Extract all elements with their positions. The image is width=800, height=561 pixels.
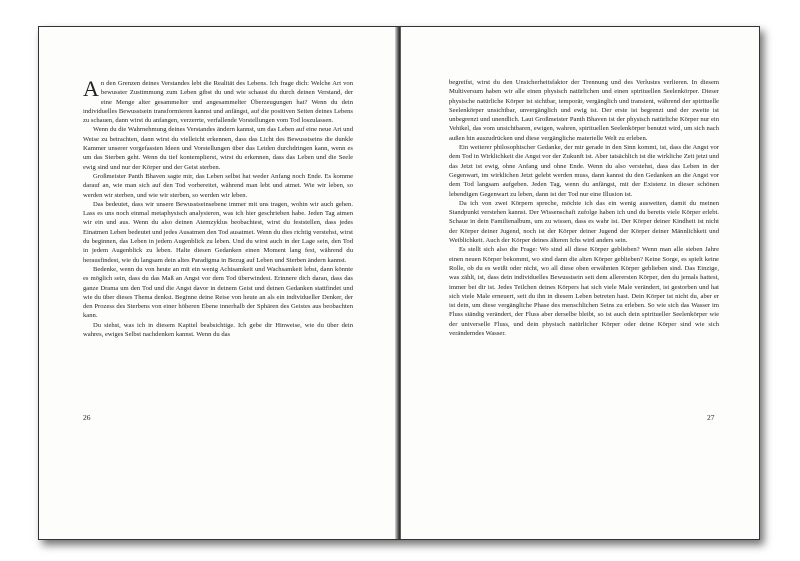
paragraph: Bedenke, wenn du von heute an mit ein wenig Achtsamkeit und Wachsamkeit lebst, dann könnte es möglich sein, dass du das Maß an Angst vor dem Tod überwindest. Erinnere dich daran, dass das ganze Drama um den Tod und die Angst davor in deinem Geist und deinen Gedanken stattfindet und wie du über dieses Thema denkst. Beginne deine Reise von heute an als ein individueller Denker, der den Prozess des Sterbens von einer höheren Ebene innerhalb der Sphären des Geistes aus beobachten kann. [83, 265, 353, 320]
left-page-text [83, 76, 353, 339]
paragraph: Das bedeutet, dass wir unsere Bewusstseinsebene immer mit uns tragen, wohin wir auch gehen. Lass es uns noch einmal metaphysisch analysieren, was ich hier geschrieben habe. Jeden Tag atmen wir ein und aus. Wenn du also deinen Atemzyklus beobachtest, wirst du feststellen, dass jedes Einatmen Leben bedeutet und jedes Ausatmen den Tod ausatmet. Wenn du dies richtig verstehst, wirst du beginnen, das Leben in jedem Augenblick zu leben. Und du wirst auch in der Lage sein, den Tod in jedem Augenblick zu leben. Halte diesen Gedanken einen Moment lang fest, während du herausfindest, wie du langsam dein altes Paradigma in Bezug auf Leben und Sterben ändern kannst. [83, 200, 353, 264]
paragraph: Großmeister Panth Bhaven sagte mir, das Leben selbst hat weder Anfang noch Ende. Es komme darauf an, wie man sich auf den Tod vorbereitet, während man lebt und atmet. Wie wir leben, so werden wir sterben, und wie wir sterben, so werden wir leben. [83, 172, 353, 199]
right-page [401, 27, 759, 539]
paragraph: begreifst, wirst du den Unsicherheitsfaktor der Trennung und des Verlustes verlieren. In diesem Multiversum haben wir alle einen physisch natürlichen und einen spirituellen Seelenkörper. Dieser physische natürliche Körper ist sichtbar, temporär, vergänglich und transient, während der spirituelle Seelenkörper unsichtbar, unvergänglich und ewig ist. Der erste ist begrenzt und der zweite ist unbegrenzt und unendlich. Laut Großmeister Panth Bhaven ist der physisch natürliche Körper nur ein Vehikel, das vom unsichtbaren, ewigen, wahren, spirituellen Seelenkörper benutzt wird, um sich nach außen hin auszudrücken und diese vergängliche materielle Welt zu erleben. [449, 79, 719, 142]
right-page-text [449, 78, 719, 338]
paragraph: Du siehst, was ich in diesem Kapitel beabsichtige. Ich gebe dir Hinweise, wie du über dein wahres, ewiges Selbst nachdenken kannst. Wenn du das [83, 321, 353, 339]
paragraph: Ein weiterer philosophischer Gedanke, der mir gerade in den Sinn kommt, ist, dass die Angst vor dem Tod in Wirklichkeit die Angst vor der Zukunft ist. Aber tatsächlich ist die wirkliche Zeit jetzt und das Jetzt ist ewig, ohne Anfang und ohne Ende. Wenn du also verstehst, dass das Leben in der Gegenwart, im wirklichen Jetzt gelebt werden muss, dann kannst du den Gedanken an die Angst vor dem Tod langsam aufgeben. Jeden Tag, wenn du anfängst, mit der Existenz in dieser schönen lebendigen Gegenwart zu leben, dann ist der Tod nur eine Illusion ist. [449, 144, 719, 198]
open-book [38, 26, 760, 540]
left-page [39, 27, 397, 539]
paragraph: Wenn du die Wahrnehmung deines Verstandes ändern kannst, um das Leben auf eine neue Art und Weise zu betrachten, dann wirst du vielleicht erkennen, dass das Licht des Bewusstseins die dunkle Kammer unserer vorgefassten Ideen und Vorstellungen über das Leiden durchdringen kann, wenn es um das Sterben geht. Wenn du tief kontemplierst, wirst du erkennen, dass das Leben und die Seele ewig sind und nur der Körper und der Geist sterben. [83, 126, 353, 171]
paragraph [83, 76, 353, 125]
paragraph: Es stellt sich also die Frage: Wo sind all diese Körper geblieben? Wenn man alle sieben Jahre einen neuen Körper bekommt, wo sind dann die alten Körper geblieben? Keine Sorge, es spielt keine Rolle, ob du es weißt oder nicht, wo all diese oben erwähnten Körper geblieben sind. Das Einzige, was zählt, ist, dass dein individuelles Bewusstsein seit dem allerersten Körper, den du jemals hattest, immer bei dir ist. Jedes Teilchen deines Körpers hat sich viele Male verändert, ist gestorben und hat sich viele Male erneuert, seit du ihn in diesem Leben betreten hast. Dein Körper ist nicht du, aber er ist dein, um diese vergängliche Phase des menschlichen Seins zu erleben. So wie sich das Wasser im Fluss ständig verändert, der Fluss aber derselbe bleibt, so ist auch dein spiritueller Seelenkörper wie der universelle Fluss, und dein physisch natürlicher Körper oder deine Körper sind wie sich veränderndes Wasser. [449, 246, 719, 338]
drop-cap: A [83, 76, 99, 101]
paragraph: Da ich von zwei Körpern spreche, möchte ich das ein wenig ausweiten, damit du meinen Standpunkt verstehen kannst. Der Wissenschaft zufolge haben ich und du bereits viele Körper erlebt. Schaue in dein Familienalbum, um zu wissen, dass es wahr ist. Der Körper deiner Kindheit ist nicht der Körper deiner Jugend, noch ist der Körper deiner Jugend der Körper deiner Männlichkeit und Weiblichkeit. Auch der Körper deines älteren Ichs wird anders sein. [449, 199, 719, 245]
paragraph-text: n den Grenzen deines Verstandes lebt die Realität des Lebens. Ich frage dich: Welche Art von bewusster Zustimmung zum Leben gibst du und wie schaust du durch deinen Verstand, der eine Menge alter gesammelter und angesammelter Überzeugungen hat? Wenn du dein individuelles Bewusstsein transformieren kannst und anfängst, auf die positiven Seiten deines Lebens zu schauen, dann wirst du anfangen, verzerrte, verfallende Vorstellungen vom Tod loszulassen. [83, 80, 353, 125]
page-number-right: 27 [707, 413, 715, 422]
page-number-left: 26 [83, 413, 91, 422]
